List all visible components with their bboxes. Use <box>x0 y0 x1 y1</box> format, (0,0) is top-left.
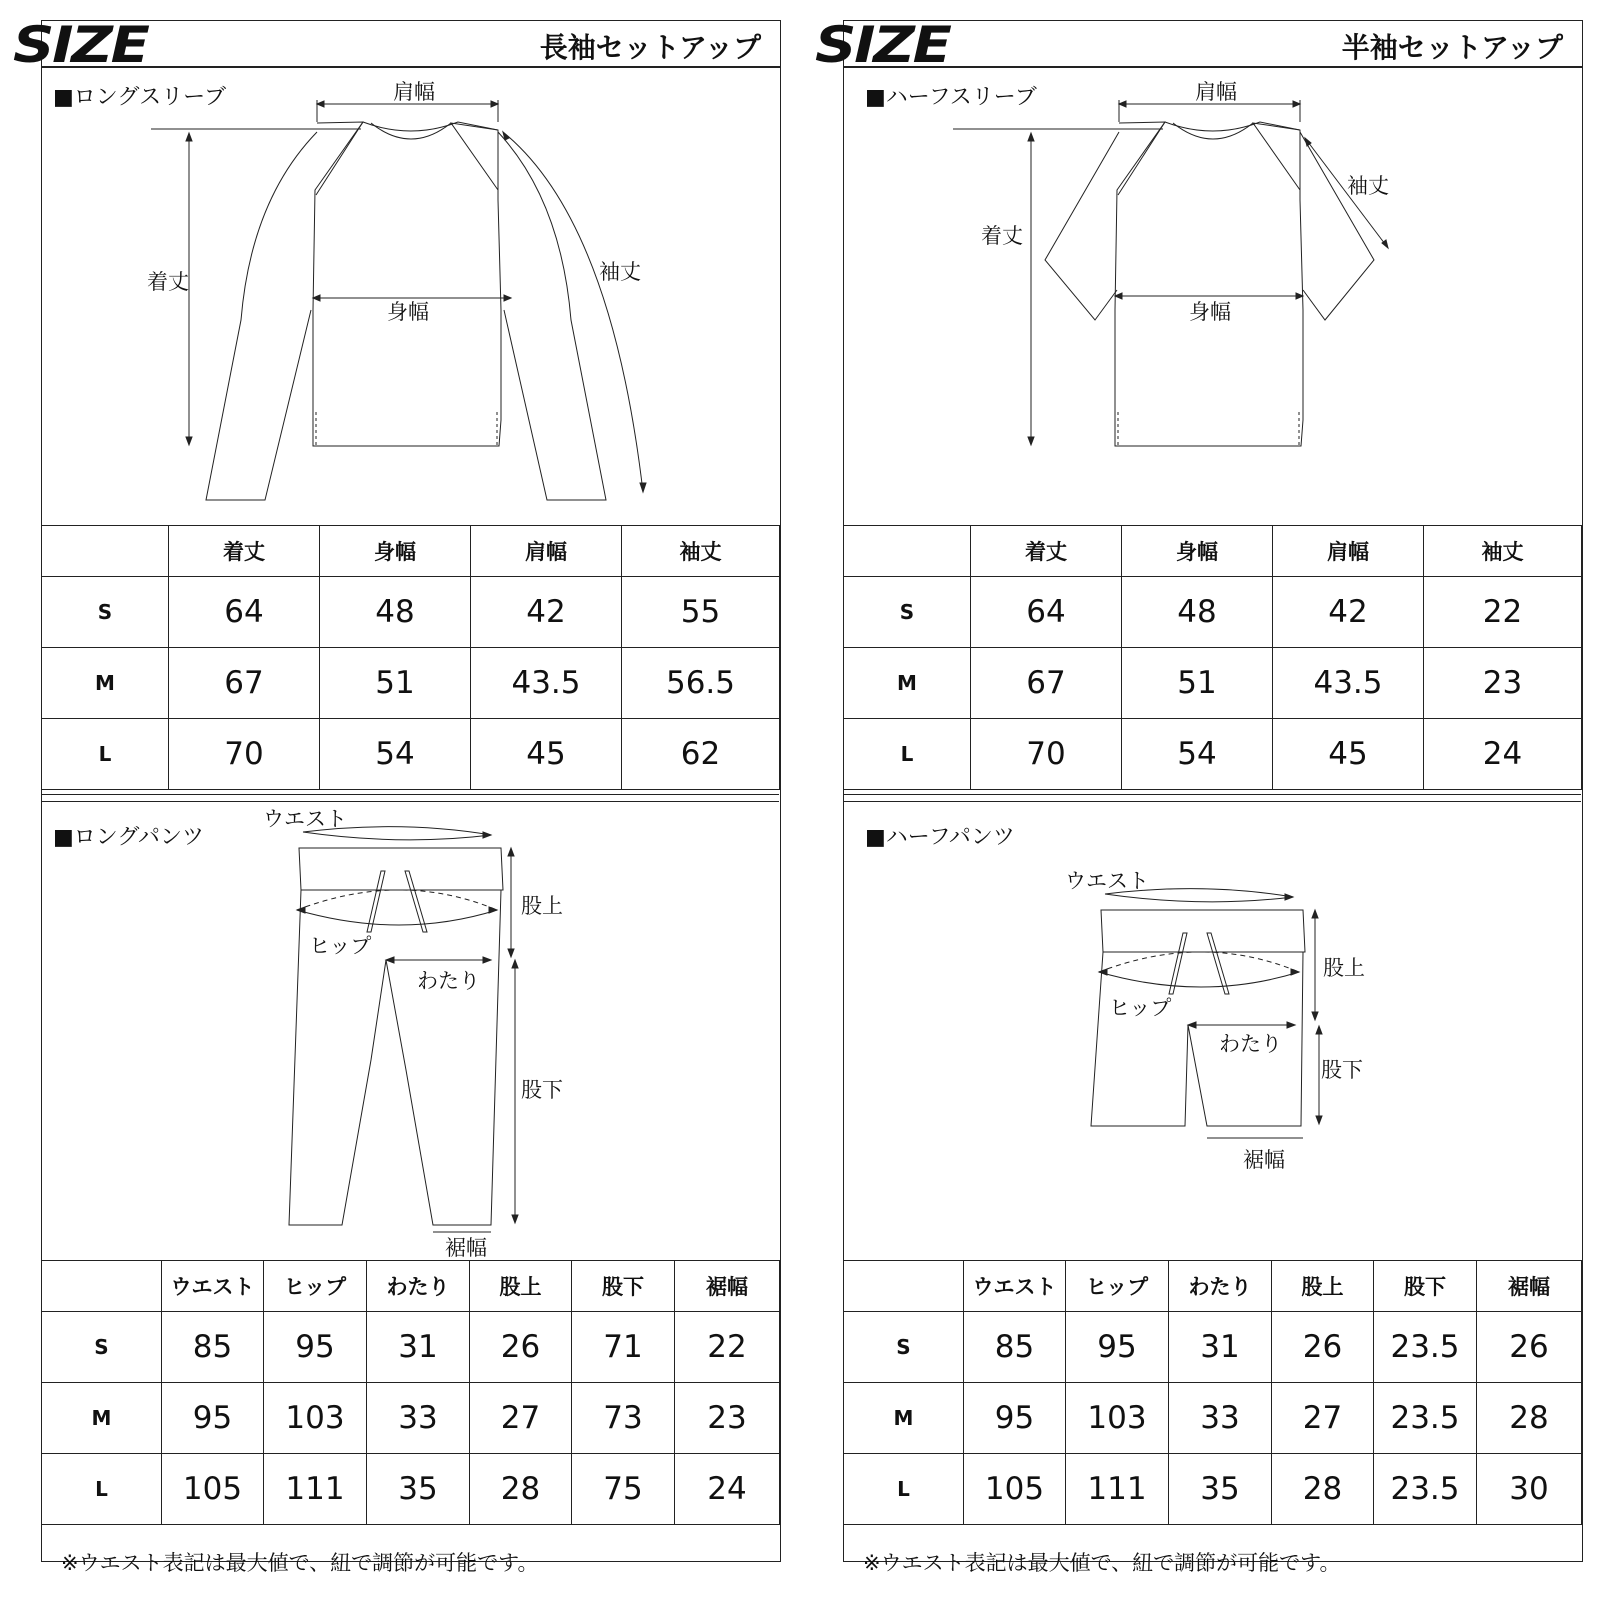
shoulder-label: 肩幅 <box>1195 80 1237 104</box>
table-cell: 95 <box>162 1383 264 1454</box>
waist-label: ウエスト <box>263 807 347 831</box>
table-cell: 43.5 <box>1273 648 1424 719</box>
column-header: 袖丈 <box>1424 526 1582 577</box>
size-label: M <box>844 1383 964 1454</box>
size-label: M <box>42 648 169 719</box>
table-cell: 28 <box>1272 1454 1374 1525</box>
top-section-label: ■ハーフスリーブ <box>865 85 1037 110</box>
column-header: ヒップ <box>1066 1261 1169 1312</box>
table-cell: 24 <box>675 1454 780 1525</box>
table-cell: 111 <box>264 1454 367 1525</box>
table-cell: 95 <box>1066 1312 1169 1383</box>
table-cell: 85 <box>162 1312 264 1383</box>
rise-label: 股上 <box>1323 956 1365 980</box>
panel-title: 半袖セットアップ <box>1341 31 1563 64</box>
waist-label: ウエスト <box>1065 869 1149 893</box>
long-pants-diagram <box>41 20 781 1270</box>
table-cell: 30 <box>1477 1454 1582 1525</box>
table-cell: 27 <box>1272 1383 1374 1454</box>
table-cell: 85 <box>964 1312 1066 1383</box>
hip-label: ヒップ <box>309 934 372 958</box>
table-cell: 26 <box>1477 1312 1582 1383</box>
sleeve-label: 袖丈 <box>599 260 641 284</box>
column-header: 股下 <box>1374 1261 1477 1312</box>
table-cell: 33 <box>367 1383 470 1454</box>
size-logo: SIZE <box>815 16 950 74</box>
table-cell: 103 <box>1066 1383 1169 1454</box>
table-cell: 23.5 <box>1374 1454 1477 1525</box>
table-cell: 23 <box>1424 648 1582 719</box>
column-header: ヒップ <box>264 1261 367 1312</box>
size-label: L <box>844 1454 964 1525</box>
column-header: 身幅 <box>320 526 471 577</box>
column-header: ウエスト <box>162 1261 264 1312</box>
table-cell: 48 <box>320 577 471 648</box>
waist-note: ※ウエスト表記は最大値で、紐で調節が可能です。 <box>863 1551 1341 1575</box>
table-cell: 31 <box>1169 1312 1272 1383</box>
column-header: 着丈 <box>971 526 1122 577</box>
table-cell: 31 <box>367 1312 470 1383</box>
table-cell: 67 <box>169 648 320 719</box>
column-header: 肩幅 <box>471 526 622 577</box>
column-header: ウエスト <box>964 1261 1066 1312</box>
table-cell: 56.5 <box>622 648 780 719</box>
table-cell: 42 <box>471 577 622 648</box>
length-label: 着丈 <box>147 270 189 294</box>
column-header: 裾幅 <box>675 1261 780 1312</box>
bottom-size-table <box>41 1260 780 1525</box>
table-cell: 51 <box>320 648 471 719</box>
table-cell: 64 <box>169 577 320 648</box>
table-cell: 62 <box>622 719 780 790</box>
table-cell: 75 <box>572 1454 675 1525</box>
body-width-label: 身幅 <box>1189 300 1231 324</box>
table-corner <box>844 1261 964 1312</box>
column-header: 身幅 <box>1122 526 1273 577</box>
table-cell: 67 <box>971 648 1122 719</box>
column-header: 肩幅 <box>1273 526 1424 577</box>
column-header: 股下 <box>572 1261 675 1312</box>
table-cell: 95 <box>964 1383 1066 1454</box>
table-cell: 35 <box>367 1454 470 1525</box>
shoulder-label: 肩幅 <box>393 80 435 104</box>
table-cell: 24 <box>1424 719 1582 790</box>
table-cell: 45 <box>1273 719 1424 790</box>
table-cell: 26 <box>1272 1312 1374 1383</box>
hip-label: ヒップ <box>1109 996 1172 1020</box>
length-label: 着丈 <box>981 224 1023 248</box>
table-cell: 70 <box>971 719 1122 790</box>
table-cell: 35 <box>1169 1454 1272 1525</box>
size-logo: SIZE <box>13 16 148 74</box>
table-cell: 42 <box>1273 577 1424 648</box>
body-width-label: 身幅 <box>387 300 429 324</box>
size-label: S <box>844 577 971 648</box>
size-label: S <box>42 1312 162 1383</box>
bottom-section-label: ■ハーフパンツ <box>865 825 1015 850</box>
inseam-label: 股下 <box>1321 1058 1363 1082</box>
size-label: L <box>42 719 169 790</box>
table-cell: 70 <box>169 719 320 790</box>
table-corner <box>42 1261 162 1312</box>
table-cell: 23.5 <box>1374 1383 1477 1454</box>
table-cell: 45 <box>471 719 622 790</box>
thigh-label: わたり <box>1219 1032 1282 1056</box>
rise-label: 股上 <box>521 894 563 918</box>
column-header: 股上 <box>1272 1261 1374 1312</box>
column-header: 着丈 <box>169 526 320 577</box>
half-sleeve-panel <box>815 16 1583 1580</box>
table-cell: 51 <box>1122 648 1273 719</box>
column-header: わたり <box>1169 1261 1272 1312</box>
thigh-label: わたり <box>417 969 480 993</box>
half-pants-diagram <box>843 20 1583 1270</box>
column-header: わたり <box>367 1261 470 1312</box>
table-cell: 23 <box>675 1383 780 1454</box>
table-cell: 33 <box>1169 1383 1272 1454</box>
hem-label: 裾幅 <box>1243 1148 1285 1172</box>
table-cell: 43.5 <box>471 648 622 719</box>
table-cell: 64 <box>971 577 1122 648</box>
table-cell: 26 <box>470 1312 572 1383</box>
size-label: M <box>42 1383 162 1454</box>
table-cell: 27 <box>470 1383 572 1454</box>
size-label: S <box>844 1312 964 1383</box>
size-label: L <box>844 719 971 790</box>
table-cell: 54 <box>1122 719 1273 790</box>
top-section-label: ■ロングスリーブ <box>53 85 227 110</box>
table-cell: 22 <box>675 1312 780 1383</box>
table-cell: 28 <box>470 1454 572 1525</box>
size-label: L <box>42 1454 162 1525</box>
bottom-section-label: ■ロングパンツ <box>53 825 205 850</box>
table-cell: 48 <box>1122 577 1273 648</box>
sleeve-label: 袖丈 <box>1347 174 1389 198</box>
column-header: 裾幅 <box>1477 1261 1582 1312</box>
column-header: 袖丈 <box>622 526 780 577</box>
inseam-label: 股下 <box>521 1078 563 1102</box>
size-label: S <box>42 577 169 648</box>
table-cell: 73 <box>572 1383 675 1454</box>
long-sleeve-panel <box>13 16 781 1580</box>
table-cell: 22 <box>1424 577 1582 648</box>
column-header: 股上 <box>470 1261 572 1312</box>
table-cell: 105 <box>162 1454 264 1525</box>
panel-title: 長袖セットアップ <box>539 31 761 64</box>
waist-note: ※ウエスト表記は最大値で、紐で調節が可能です。 <box>61 1551 539 1575</box>
table-cell: 23.5 <box>1374 1312 1477 1383</box>
table-cell: 28 <box>1477 1383 1582 1454</box>
table-cell: 111 <box>1066 1454 1169 1525</box>
hem-label: 裾幅 <box>445 1236 487 1260</box>
table-cell: 55 <box>622 577 780 648</box>
bottom-size-table <box>843 1260 1582 1525</box>
size-label: M <box>844 648 971 719</box>
table-cell: 105 <box>964 1454 1066 1525</box>
table-cell: 103 <box>264 1383 367 1454</box>
table-cell: 95 <box>264 1312 367 1383</box>
table-cell: 54 <box>320 719 471 790</box>
table-cell: 71 <box>572 1312 675 1383</box>
